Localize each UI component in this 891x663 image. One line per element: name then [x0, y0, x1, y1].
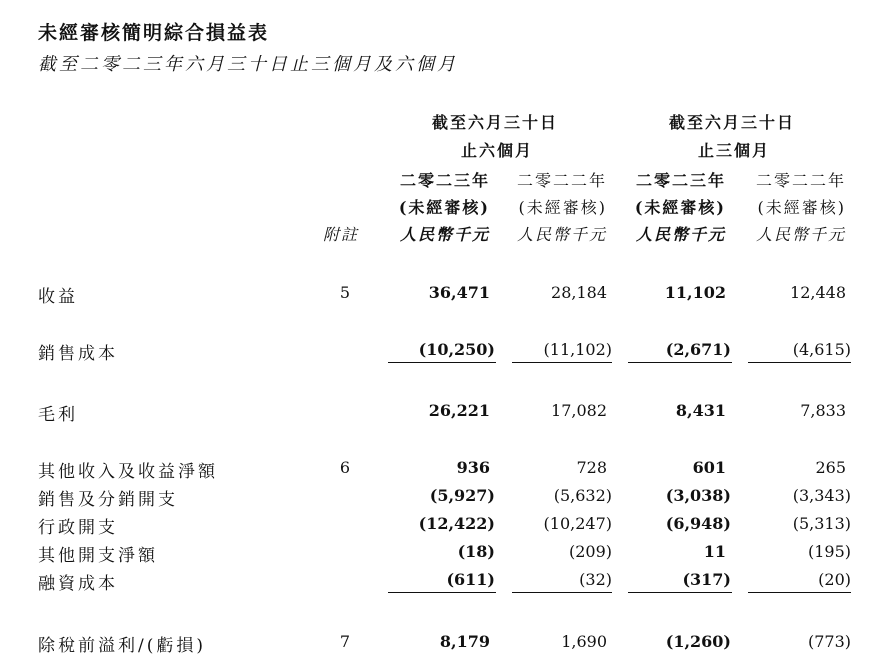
cell-other-income-2022-six: 728 — [576, 458, 607, 477]
cell-profit-before-tax-2023-three: (1,260) — [665, 632, 731, 651]
cell-other-income-2023-three: 601 — [692, 458, 726, 477]
statement-subtitle: 截至二零二三年六月三十日止三個月及六個月 — [38, 54, 458, 75]
cell-other-income-2022-three: 265 — [815, 458, 846, 477]
cell-other-expenses-2023-six: (18) — [457, 542, 495, 561]
underline-cost-of-sales-2022-three — [748, 362, 851, 363]
underline-cost-of-sales-2022-six — [512, 362, 612, 363]
underline-finance-costs-2022-six — [512, 592, 612, 593]
col-2023-three-audit: (未經審核) — [634, 198, 726, 217]
underline-finance-costs-2023-six — [388, 592, 496, 593]
col-2022-three-year: 二零二二年 — [755, 171, 846, 190]
cell-selling-expenses-2023-three: (3,038) — [665, 486, 731, 505]
row-label-admin-expenses: 行政開支 — [38, 518, 118, 538]
col-2023-six-unit: 人民幣千元 — [399, 225, 490, 244]
cell-revenue-2022-six: 28,184 — [551, 283, 607, 302]
underline-cost-of-sales-2023-three — [628, 362, 732, 363]
cell-admin-expenses-2023-three: (6,948) — [665, 514, 731, 533]
row-note-other-income: 6 — [339, 458, 351, 477]
cell-other-expenses-2022-three: (195) — [807, 542, 851, 561]
row-label-cost-of-sales: 銷售成本 — [38, 344, 118, 364]
cell-cost-of-sales-2022-six: (11,102) — [543, 340, 612, 359]
statement-title: 未經審核簡明綜合損益表 — [38, 22, 270, 44]
cell-other-income-2023-six: 936 — [456, 458, 490, 477]
cell-profit-before-tax-2022-six: 1,690 — [561, 632, 607, 651]
cell-selling-expenses-2022-six: (5,632) — [553, 486, 612, 505]
three-months-header-line2: 止三個月 — [697, 141, 771, 160]
cell-gross-profit-2022-six: 17,082 — [551, 401, 607, 420]
col-2022-three-unit: 人民幣千元 — [755, 225, 846, 244]
row-label-selling-expenses: 銷售及分銷開支 — [38, 490, 178, 510]
row-note-revenue: 5 — [339, 283, 351, 302]
cell-revenue-2022-three: 12,448 — [790, 283, 846, 302]
row-note-profit-before-tax: 7 — [339, 632, 351, 651]
cell-gross-profit-2023-six: 26,221 — [428, 401, 490, 420]
cell-admin-expenses-2022-six: (10,247) — [543, 514, 612, 533]
three-months-header-line1: 截至六月三十日 — [668, 113, 796, 132]
col-2022-six-year: 二零二二年 — [516, 171, 607, 190]
cell-admin-expenses-2023-six: (12,422) — [418, 514, 495, 533]
row-label-other-expenses: 其他開支淨額 — [38, 546, 158, 566]
cell-finance-costs-2022-three: (20) — [818, 570, 851, 589]
cell-finance-costs-2023-three: (317) — [682, 570, 731, 589]
col-2022-three-audit: (未經審核) — [757, 198, 846, 217]
row-label-revenue: 收益 — [38, 287, 78, 307]
six-months-header-line1: 截至六月三十日 — [431, 113, 559, 132]
col-2022-six-audit: (未經審核) — [518, 198, 607, 217]
cell-revenue-2023-six: 36,471 — [428, 283, 490, 302]
cell-other-expenses-2023-three: 11 — [703, 542, 726, 561]
underline-cost-of-sales-2023-six — [388, 362, 496, 363]
col-2023-six-audit: (未經審核) — [398, 198, 490, 217]
notes-header: 附註 — [323, 225, 360, 244]
cell-gross-profit-2023-three: 8,431 — [675, 401, 726, 420]
cell-finance-costs-2022-six: (32) — [579, 570, 612, 589]
col-2022-six-unit: 人民幣千元 — [516, 225, 607, 244]
row-label-other-income: 其他收入及收益淨額 — [38, 462, 218, 482]
row-label-profit-before-tax: 除稅前溢利/(虧損) — [38, 636, 206, 656]
six-months-header-line2: 止六個月 — [460, 141, 534, 160]
col-2023-six-year: 二零二三年 — [399, 171, 490, 190]
cell-revenue-2023-three: 11,102 — [664, 283, 726, 302]
cell-cost-of-sales-2023-three: (2,671) — [665, 340, 731, 359]
cell-selling-expenses-2023-six: (5,927) — [429, 486, 495, 505]
row-label-finance-costs: 融資成本 — [38, 574, 118, 594]
cell-other-expenses-2022-six: (209) — [568, 542, 612, 561]
col-2023-three-unit: 人民幣千元 — [635, 225, 726, 244]
cell-admin-expenses-2022-three: (5,313) — [792, 514, 851, 533]
cell-cost-of-sales-2023-six: (10,250) — [418, 340, 495, 359]
cell-selling-expenses-2022-three: (3,343) — [792, 486, 851, 505]
col-2023-three-year: 二零二三年 — [635, 171, 726, 190]
cell-profit-before-tax-2023-six: 8,179 — [439, 632, 490, 651]
cell-finance-costs-2023-six: (611) — [446, 570, 495, 589]
cell-cost-of-sales-2022-three: (4,615) — [792, 340, 851, 359]
underline-finance-costs-2023-three — [628, 592, 732, 593]
cell-gross-profit-2022-three: 7,833 — [800, 401, 846, 420]
row-label-gross-profit: 毛利 — [38, 405, 78, 425]
underline-finance-costs-2022-three — [748, 592, 851, 593]
cell-profit-before-tax-2022-three: (773) — [807, 632, 851, 651]
